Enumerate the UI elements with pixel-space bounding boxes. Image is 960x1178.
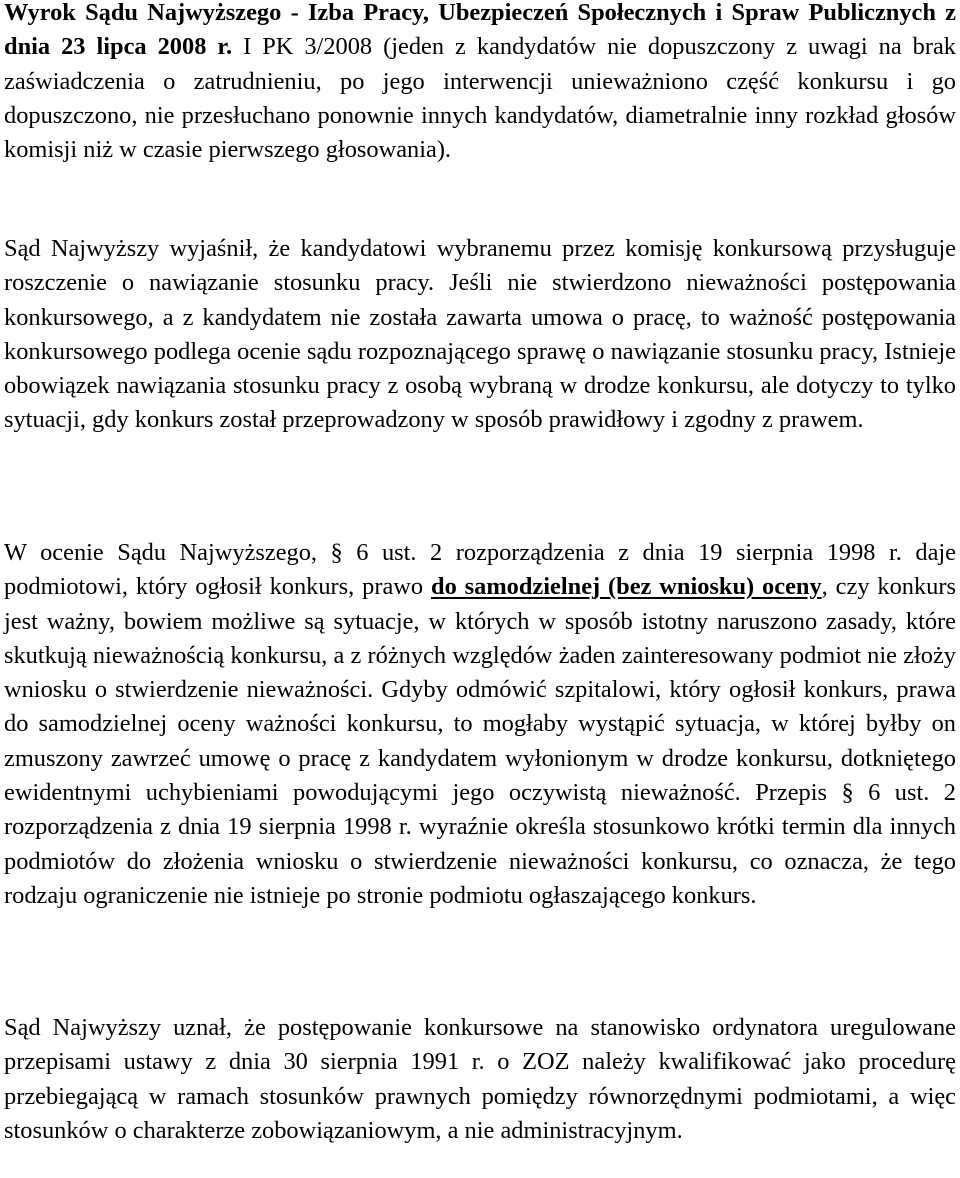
paragraph-court-conclusion: Sąd Najwyższy uznał, że postępowanie konkursowe na stanowisko ordynatora uregulowane przepisami ustawy z dnia 30 sierpnia 1991 r. o ZOZ należy kwalifikować jako procedurę przebiegającą w ramach stosunków prawnych pomiędzy równorzędnymi podmiotami, a więc stosunków o charakterze zobowiązaniowym, a nie administracyjnym. <box>4 1014 956 1144</box>
judgment-title: Wyrok Sądu Najwyższego - Izba Pracy, Ubezpieczeń Społecznych i Spraw Publicznych z dnia 23 lipca 2008 r. <box>4 0 956 61</box>
paragraph-judgment-heading <box>4 0 956 167</box>
paragraph-court-explanation: Sąd Najwyższy wyjaśnił, że kandydatowi wybranemu przez komisję konkursową przysługuje roszczenie o nawiązanie stosunku pracy. Jeśli nie stwierdzono nieważności postępowania konkursowego, a z kandydatem nie została zawarta umowa o pracę, to ważność postępowania konkursowego podlega ocenie sądu rozpoznającego sprawę o nawiązanie stosunku pracy, Istnieje obowiązek nawiązania stosunku pracy z osobą wybraną w drodze konkursu, ale dotyczy to tylko sytuacji, gdy konkurs został przeprowadzony w sposób prawidłowy i zgodny z prawem. <box>4 235 956 434</box>
paragraph-court-assessment <box>4 536 956 913</box>
judgment-summary: I PK 3/2008 (jeden z kandydatów nie dopuszczony z uwagi na brak zaświadczenia o zatrudnieniu, po jego interwencji unieważniono część konkursu i go dopuszczono, nie przesłuchano ponownie innych kandydatów, diametralnie inny rozkład głosów komisji niż w czasie pierwszego głosowania). <box>4 33 956 164</box>
assessment-text-after: , czy konkurs jest ważny, bowiem możliwe są sytuacje, w których w sposób istotny naruszono zasady, które skutkują nieważnością konkursu, a z różnych względów żaden zainteresowany podmiot nie złoży wniosku o stwierdzenie nieważności. Gdyby odmówić szpitalowi, który ogłosił konkurs, prawa do samodzielnej oceny ważności konkursu, to mogłaby wystąpić sytuacja, w której byłby on zmuszony zawrzeć umowę o pracę z kandydatem wyłonionym w drodze konkursu, dotkniętego ewidentnymi uchybieniami powodującymi jego oczywistą nieważność. Przepis § 6 ust. 2 rozporządzenia z dnia 19 sierpnia 1998 r. wyraźnie określa stosunkowo krótki termin dla innych podmiotów do złożenia wniosku o stwierdzenie nieważności konkursu, co oznacza, że tego rodzaju ograniczenie nie istnieje po stronie podmiotu ogłaszającego konkurs. <box>4 573 956 909</box>
assessment-emphasis: do samodzielnej (bez wniosku) oceny <box>431 573 822 601</box>
assessment-text-before: W ocenie Sądu Najwyższego, § 6 ust. 2 rozporządzenia z dnia 19 sierpnia 1998 r. daje podmiotowi, który ogłosił konkurs, prawo <box>4 539 956 601</box>
